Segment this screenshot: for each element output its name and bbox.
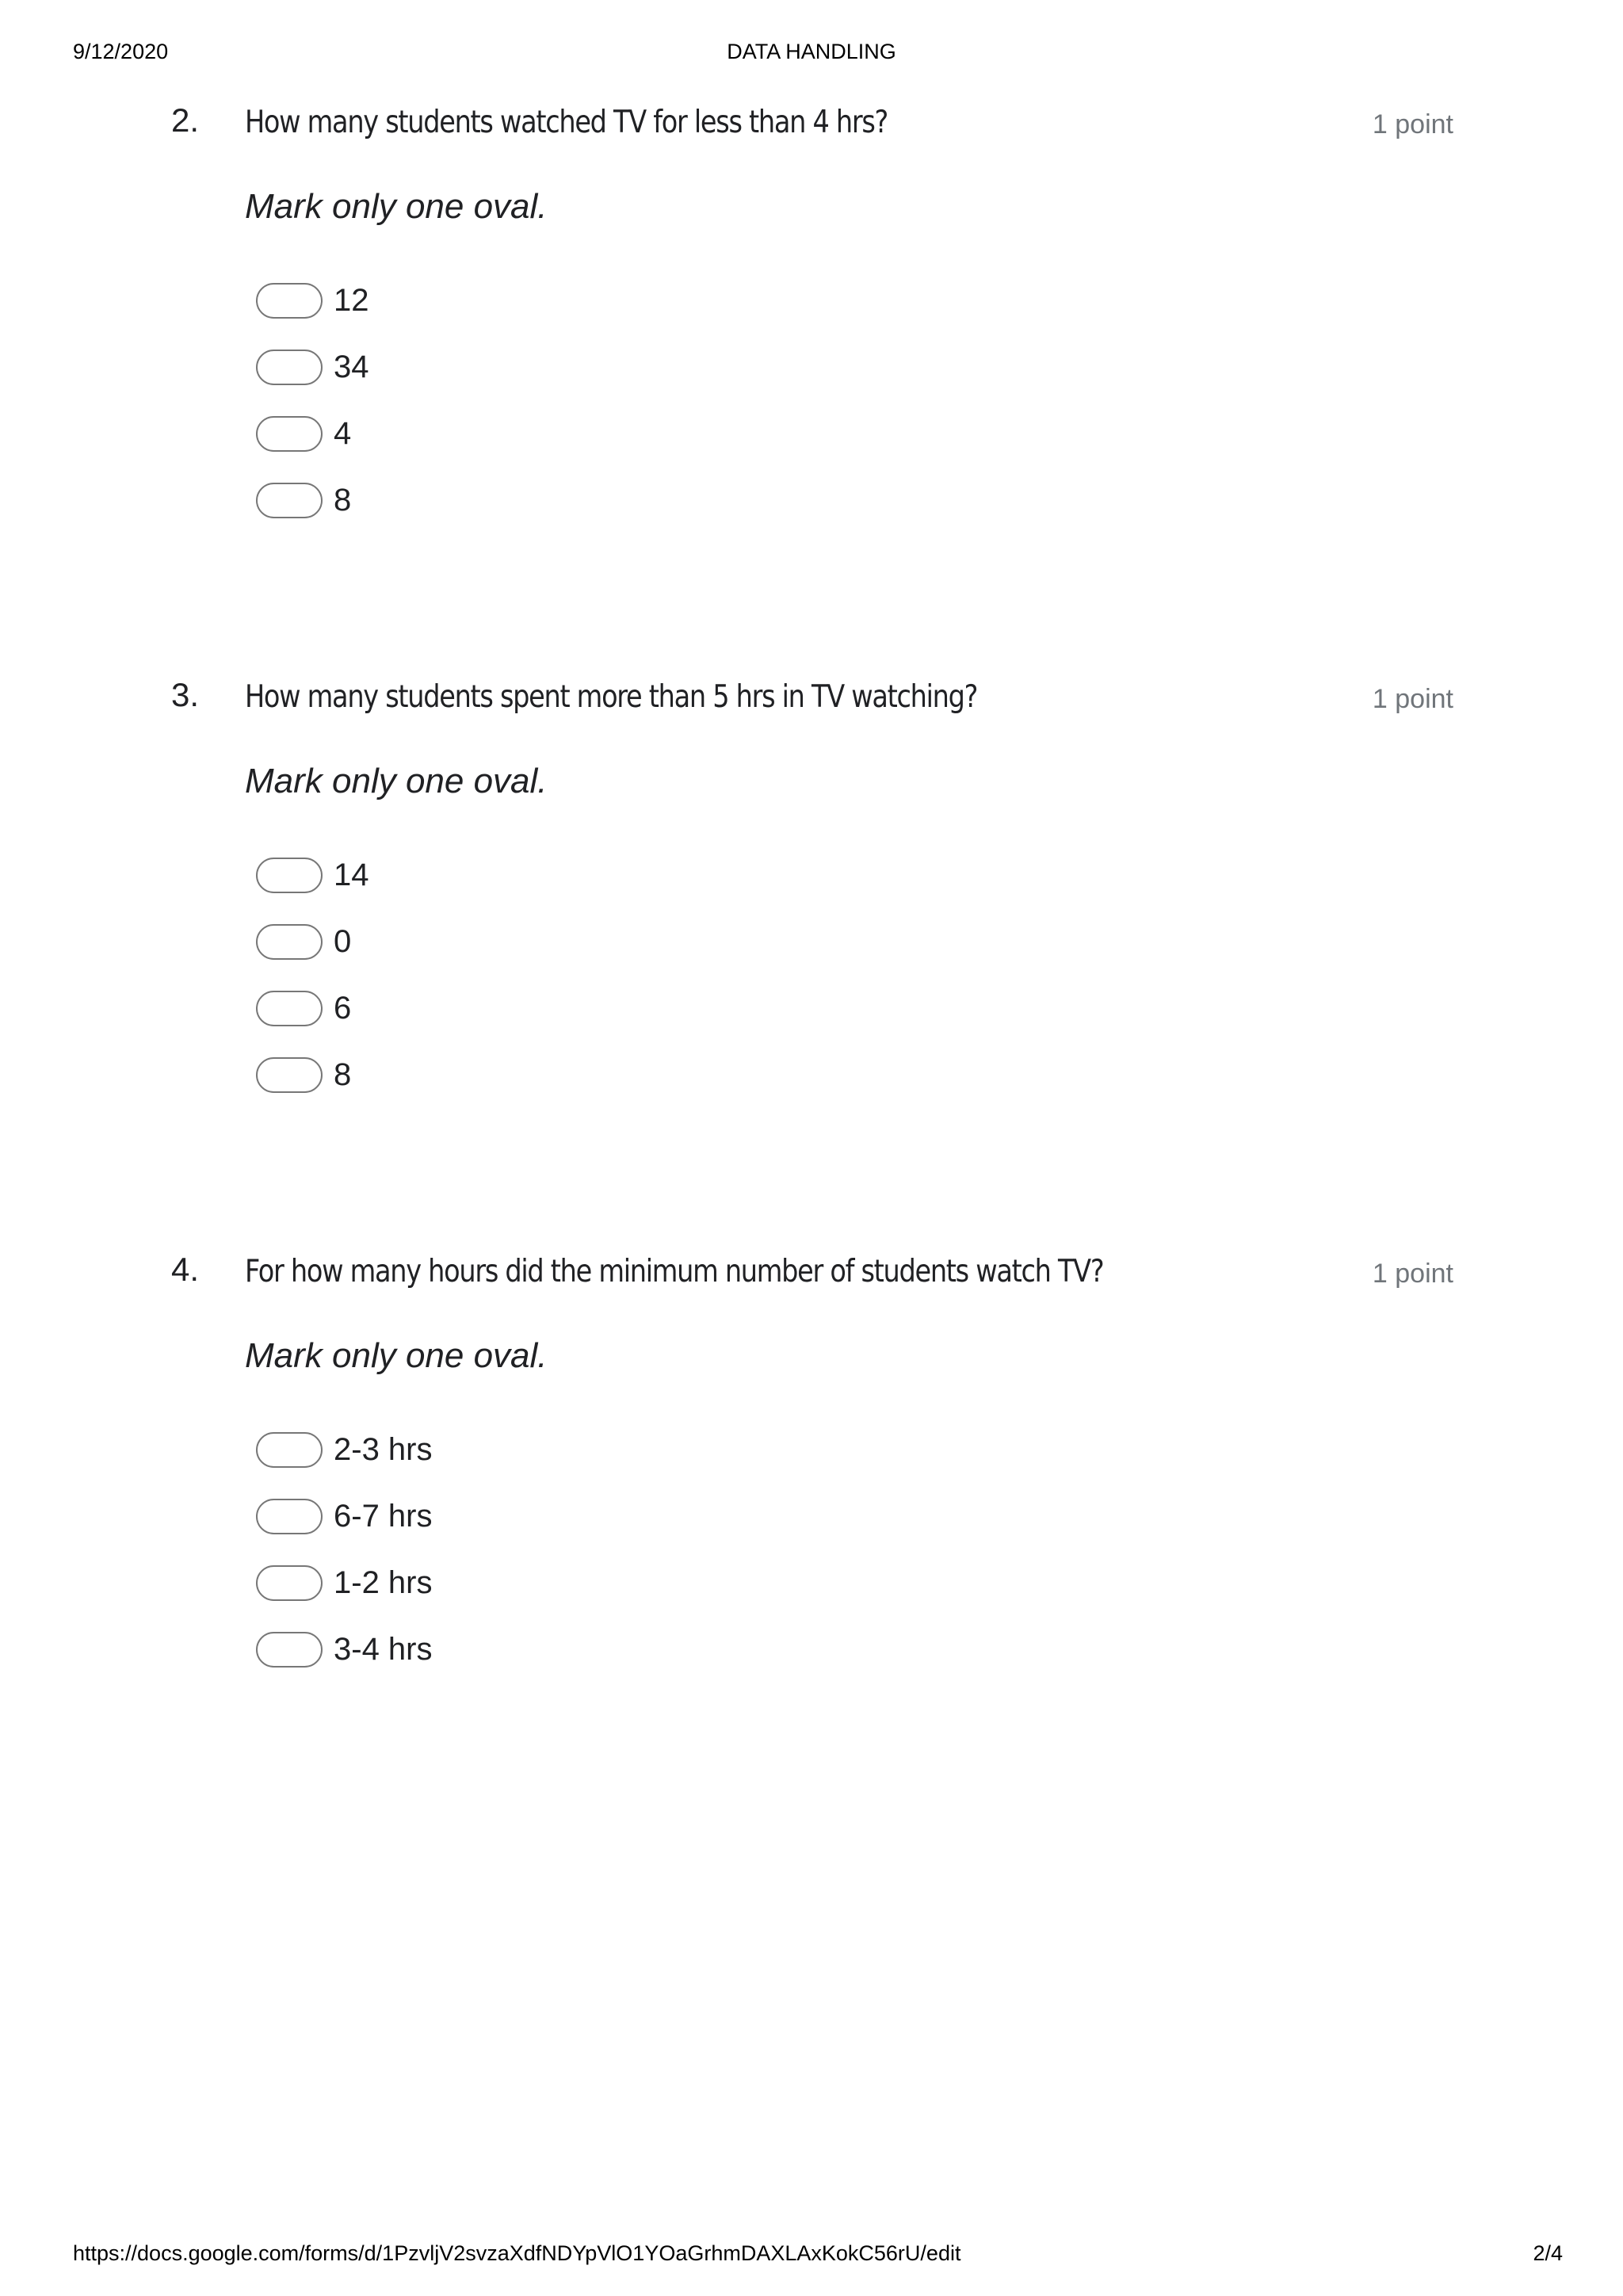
option-label: 0 bbox=[334, 924, 352, 959]
option-label: 12 bbox=[334, 283, 369, 318]
option-row[interactable] bbox=[256, 1560, 433, 1626]
option-label: 6-7 hrs bbox=[334, 1499, 433, 1534]
option-label: 2-3 hrs bbox=[334, 1432, 433, 1467]
question-number: 3. bbox=[171, 676, 200, 713]
option-label: 34 bbox=[334, 350, 369, 384]
question-instruction: Mark only one oval. bbox=[245, 1336, 548, 1375]
option-row[interactable] bbox=[256, 919, 369, 985]
option-row[interactable] bbox=[256, 411, 369, 477]
radio-oval[interactable] bbox=[256, 1432, 323, 1468]
option-row[interactable] bbox=[256, 1493, 433, 1560]
option-label: 8 bbox=[334, 483, 352, 518]
radio-oval[interactable] bbox=[256, 1499, 323, 1534]
question-instruction: Mark only one oval. bbox=[245, 762, 548, 800]
question-text: How many students watched TV for less than 4 hrs? bbox=[245, 105, 888, 140]
radio-oval[interactable] bbox=[256, 1057, 323, 1093]
option-row[interactable] bbox=[256, 985, 369, 1052]
document-title: DATA HANDLING bbox=[727, 40, 896, 63]
option-row[interactable] bbox=[256, 1427, 433, 1493]
question-instruction: Mark only one oval. bbox=[245, 187, 548, 226]
radio-oval[interactable] bbox=[256, 1632, 323, 1668]
radio-oval[interactable] bbox=[256, 416, 323, 452]
radio-oval[interactable] bbox=[256, 1565, 323, 1601]
question-number: 2. bbox=[171, 101, 200, 139]
question-points: 1 point bbox=[1372, 684, 1453, 714]
option-row[interactable] bbox=[256, 1626, 433, 1693]
radio-oval[interactable] bbox=[256, 283, 323, 319]
question-points: 1 point bbox=[1372, 1259, 1453, 1289]
question-points: 1 point bbox=[1372, 109, 1453, 139]
option-row[interactable] bbox=[256, 477, 369, 544]
option-row[interactable] bbox=[256, 852, 369, 919]
option-row[interactable] bbox=[256, 344, 369, 411]
question-4 bbox=[0, 1251, 1623, 1694]
question-2 bbox=[0, 101, 1623, 545]
option-label: 4 bbox=[334, 416, 352, 451]
option-row[interactable] bbox=[256, 1052, 369, 1118]
option-label: 6 bbox=[334, 991, 352, 1026]
options-list bbox=[256, 277, 369, 544]
option-label: 8 bbox=[334, 1057, 352, 1092]
question-text: How many students spent more than 5 hrs in TV watching? bbox=[245, 679, 978, 715]
radio-oval[interactable] bbox=[256, 991, 323, 1026]
footer-url: https://docs.google.com/forms/d/1PzvljV2svzaXdfNDYpVlO1YOaGrhmDAXLAxKokC56rU/edit bbox=[73, 2241, 961, 2265]
question-text: For how many hours did the minimum number of students watch TV? bbox=[245, 1254, 1104, 1289]
radio-oval[interactable] bbox=[256, 483, 323, 518]
radio-oval[interactable] bbox=[256, 858, 323, 893]
print-date: 9/12/2020 bbox=[73, 40, 169, 63]
option-label: 14 bbox=[334, 858, 369, 892]
radio-oval[interactable] bbox=[256, 924, 323, 960]
option-row[interactable] bbox=[256, 277, 369, 344]
options-list bbox=[256, 852, 369, 1118]
option-label: 3-4 hrs bbox=[334, 1632, 433, 1667]
option-label: 1-2 hrs bbox=[334, 1565, 433, 1600]
question-number: 4. bbox=[171, 1251, 200, 1288]
page-number: 2/4 bbox=[1533, 2241, 1563, 2265]
radio-oval[interactable] bbox=[256, 350, 323, 385]
question-3 bbox=[0, 676, 1623, 1120]
options-list bbox=[256, 1427, 433, 1693]
